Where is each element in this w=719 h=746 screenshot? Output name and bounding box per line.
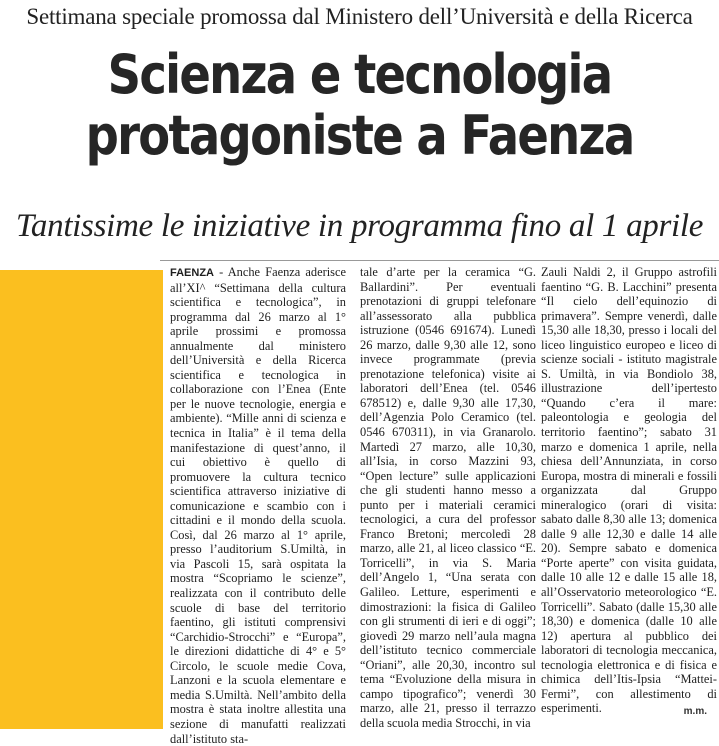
- article-subheadline: Tantissime le iniziative in programma fino al 1 aprile: [15, 208, 704, 244]
- dateline: FAENZA: [170, 267, 214, 279]
- divider: [160, 260, 719, 261]
- article-kicker: Settimana speciale promossa dal Ministero dell’Università e della Ricerca: [26, 4, 693, 29]
- headline-line-2: protagoniste a Faenza: [85, 104, 634, 167]
- column-3-text: Zauli Naldi 2, il Gruppo astrofili faentino “G. B. Lacchini” presenta “Il cielo dell’equinozio di primavera”. Sempre venerdì, dalle 15,30 alle 18,30, presso i locali del liceo linguistico europeo e liceo di scienze sociali - istituto magistrale S. Umiltà, in via Bondiolo 38, illustrazione dell’ipertesto “Quando c’era il mare: paleontologia e geologia del territorio faentino”; sabato 31 marzo e domenica 1 aprile, nella chiesa dell’Annunziata, in corso Europa, mostra di minerali e fossili organizzata dal Gruppo mineralogico (orari di visita: sabato dalle 8,30 alle 13; domenica dalle 9 alle 12,30 e dalle 14 alle 20). Sempre sabato e domenica “Porte aperte” con visita guidata, dalle 10 alle 12 e dalle 15 alle 18, all’Osservatorio meteorologico “E. Torricelli”. Sabato (dalle 15,30 alle 18,30) e domenica (dalle 10 alle 12) apertura al pubblico dei laboratori di tecnologia meccanica, tecnologia elettronica e di fisica e chimica dell’Itis-Ipsia “Mattei-Fermi”, con allestimento di esperimenti.: [541, 265, 717, 716]
- article-column-1: [170, 265, 346, 746]
- author-signature: m.m.: [683, 706, 707, 717]
- article-headline: [50, 44, 668, 166]
- article-column-3: [541, 265, 717, 725]
- photo-placeholder: [0, 270, 163, 729]
- article-column-2: [360, 265, 536, 730]
- column-2-text: tale d’arte per la ceramica “G. Ballardini”. Per eventuali prenotazioni di gruppi telefonare all’assessorato alla pubblica istruzione (0546 691674). Lunedì 26 marzo, dalle 9,30 alle 12, sono invece programmate (previa prenotazione telefonica) visite ai laboratori dell’Enea (tel. 0546 678512) e, dalle 9,30 alle 17,30, dell’Agenzia Polo Ceramico (tel. 0546 670311), in via Granarolo. Martedì 27 marzo, alle 10,30, all’Isia, in corso Mazzini 93, “Open lecture” sulle applicazioni che gli studenti hanno messo a punto per i materiali ceramici tecnologici, a cura del professor Franco Bretoni; mercoledì 28 marzo, alle 21, al liceo classico “E. Torricelli”, in via S. Maria dell’Angelo 1, “Una serata con Galileo. Letture, esperimenti e dimostrazioni: la fisica di Galileo con gli strumenti di ieri e di oggi”; giovedì 29 marzo nell’aula magna dell’istituto tecnico commerciale “Oriani”, alle 20,30, incontro sul tema “Evoluzione della misura in campo tipografico”; venerdì 30 marzo, alle 21, presso il terrazzo della scuola media Strocchi, in via: [360, 265, 536, 730]
- column-1-text: - Anche Faenza aderisce all’XI^ “Settimana della cultura scientifica e tecnologica”, in programma dal 26 marzo al 1° aprile prossimi e promossa annualmente dal ministero dell’Università e della Ricerca scientifica e tecnologica in collaborazione con l’Enea (Ente per le nuove tecnologie, energia e ambiente). “Mille anni di scienza e tecnica in Italia” è il tema della manifestazione di quest’anno, il cui obiettivo è quello di promuovere la cultura tecnico scientifica attraverso iniziative di comunicazione e scambio con i cittadini e il mondo della scuola. Così, dal 26 marzo al 1° aprile, presso l’auditorium S.Umiltà, in via Pascoli 15, sarà ospitata la mostra “Scopriamo le scienze”, realizzata con il contributo delle scuole di base del territorio faentino, gli istituti comprensivi “Carchidio-Strocchi” e “Europa”, le direzioni didattiche di 4° e 5° Circolo, le scuole medie Cova, Lanzoni e la scuola elementare e media S.Umiltà. Nell’ambito della mostra è stata inoltre allestita una sezione di manufatti realizzati dall’istituto sta-: [170, 265, 346, 746]
- headline-line-1: Scienza e tecnologia: [107, 43, 612, 106]
